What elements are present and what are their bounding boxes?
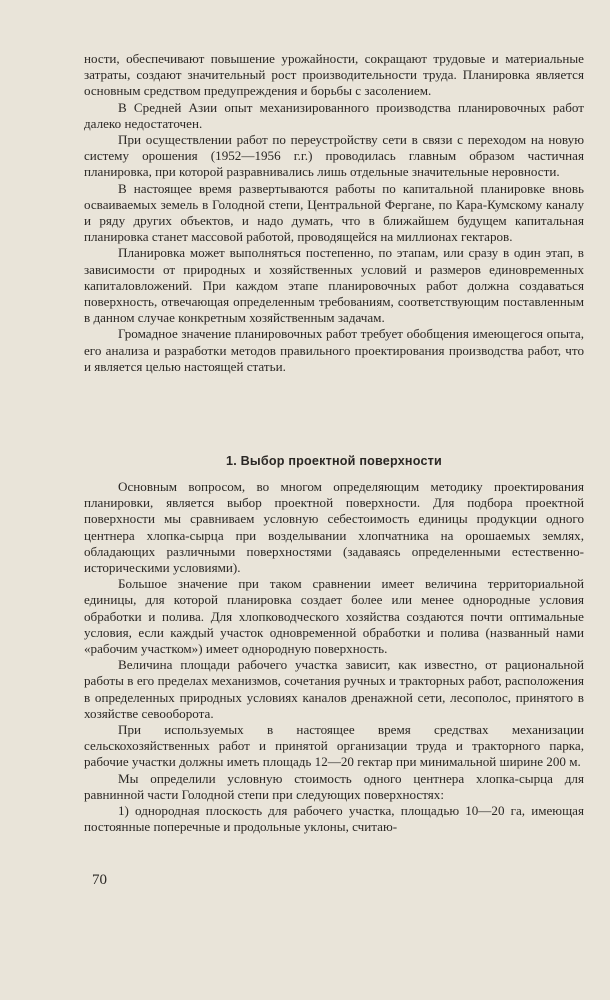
- paragraph: Большое значение при таком сравнении имеет величина территориальной единицы, для которой планировка создает более или менее однородные условия обработки и полива. Для хлопководческого хозяйства создаются почти оптимальные условия, если каждый участок одновременной обработки и полива (названный нами «рабочим участком») имеет однородную поверхность.: [84, 576, 584, 657]
- paragraph: ности, обеспечивают повышение урожайности, сокращают трудовые и материальные затраты, создают значительный рост производительности труда. Планировка является основным средством предупреждения и борьбы с засолением.: [84, 51, 584, 99]
- page-number: 70: [92, 872, 107, 888]
- paragraph: Громадное значение планировочных работ требует обобщения имеющегося опыта, его анализа и разработки методов правильного проектирования производства работ, что и является целью настоящей статьи.: [84, 326, 584, 374]
- paragraph: При осуществлении работ по переустройству сети в связи с переходом на новую систему орошения (1952—1956 г.г.) проводилась главным образом частичная планировка, при которой разравнивались лишь отдельные значительные неровности.: [84, 132, 584, 180]
- paragraph: В настоящее время развертываются работы по капитальной планировке вновь осваиваемых земель в Голодной степи, Центральной Фергане, по Кара-Кумскому каналу и ряду других объектов, и надо думать, что в ближайшем будущем капитальная планировка станет массовой работой, проводящейся на миллионах гектаров.: [84, 180, 584, 245]
- paragraph: В Средней Азии опыт механизированного производства планировочных работ далеко недостаточен.: [84, 99, 584, 131]
- paragraph: Мы определили условную стоимость одного центнера хлопка-сырца для равнинной части Голодной степи при следующих поверхностях:: [84, 770, 584, 802]
- paragraph: Основным вопросом, во многом определяющим методику проектирования планировки, является выбор проектной поверхности. Для подбора проектной поверхности мы сравниваем условную себестоимость единицы продукции одного центнера хлопка-сырца при возделывании хлопчатника на орошаемых землях, обладающих различными поверхностями (задаваясь определенными естественно-историческими условиями).: [84, 479, 584, 576]
- paragraph: Величина площади рабочего участка зависит, как известно, от рациональной работы в его пределах механизмов, сочетания ручных и тракторных работ, расположения в определенных природных условиях каналов дренажной сети, лесополос, принятого в хозяйстве севооборота.: [84, 657, 584, 721]
- section-heading: 1. Выбор проектной поверхности: [226, 454, 442, 468]
- top-text-block: [84, 51, 584, 375]
- bottom-text-block: [84, 479, 584, 835]
- paragraph: Планировка может выполняться постепенно, по этапам, или сразу в один этап, в зависимости от природных и хозяйственных условий и размеров единовременных капиталовложений. При каждом этапе планировочных работ должна создаваться поверхность, отвечающая определенным требованиям, соответствующим поставленным в данном случае конкретным хозяйственным задачам.: [84, 245, 584, 326]
- paragraph: 1) однородная плоскость для рабочего участка, площадью 10—20 га, имеющая постоянные поперечные и продольные уклоны, считаю-: [84, 803, 584, 835]
- paragraph: При используемых в настоящее время средствах механизации сельскохозяйственных работ и принятой организации труда и тракторного парка, рабочие участки должны иметь площадь 12—20 гектар при минимальной ширине 200 м.: [84, 722, 584, 770]
